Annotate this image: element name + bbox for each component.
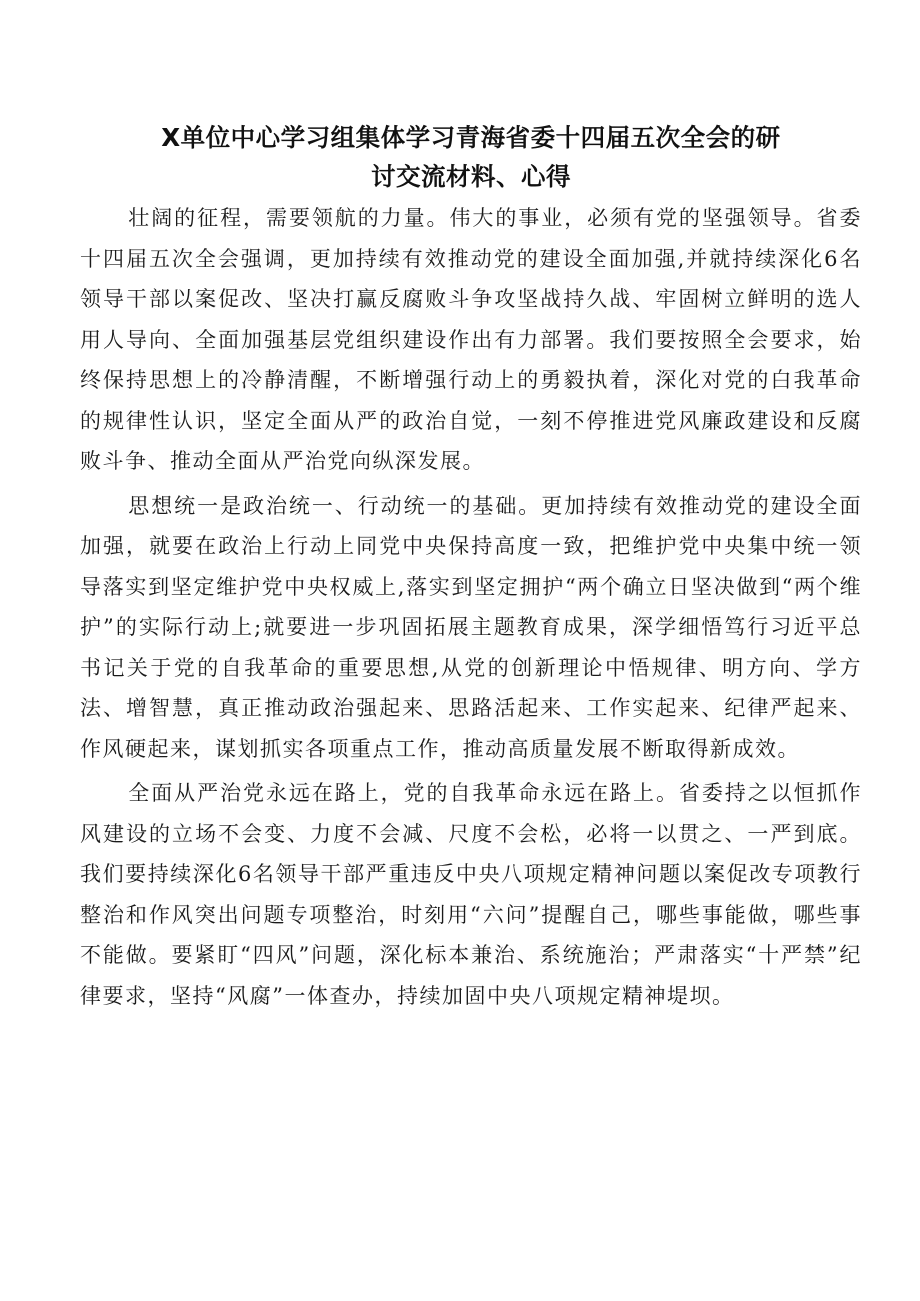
document-body	[80, 198, 862, 1016]
document-title	[80, 118, 862, 196]
title-line-2: 讨交流材料、心得	[371, 162, 571, 191]
paragraph-3: 全面从严治党永远在路上，党的自我革命永远在路上。省委持之以恒抓作风建设的立场不会变、力度不会减、尺度不会松，必将一以贯之、一严到底。我们要持续深化6名领导干部严重违反中央八项规定精神问题以案促改专项教行整治和作风突出问题专项整治，时刻用“六问”提醒自己，哪些事能做，哪些事不能做。要紧盯“四风”问题，深化标本兼治、系统施治；严肃落实“十严禁”纪律要求，坚持“风腐”一体查办，持续加固中央八项规定精神堤坝。	[80, 781, 862, 1008]
paragraph-1: 壮阔的征程，需要领航的力量。伟大的事业，必须有党的坚强领导。省委十四届五次全会强调，更加持续有效推动党的建设全面加强,并就持续深化6名领导干部以案促改、坚决打赢反腐败斗争攻坚战持久战、牢固树立鲜明的选人用人导向、全面加强基层党组织建设作出有力部署。我们要按照全会要求，始终保持思想上的冷静清醒，不断增强行动上的勇毅执着，深化对党的白我革命的规律性认识，坚定全面从严的政治自觉，一刻不停推进党风廉政建设和反腐败斗争、推动全面从严治党向纵深发展。	[80, 206, 862, 473]
paragraph-2: 思想统一是政治统一、行动统一的基础。更加持续有效推动党的建设全面加强，就要在政治上行动上同党中央保持高度一致，把维护党中央集中统一领导落实到坚定维护党中央权威上,落实到坚定拥护“两个确立日坚决做到“两个维护”的实际行动上;就要进一步巩固拓展主题教育成果，深学细悟笃行习近平总书记关于党的自我革命的重要思想,从党的创新理论中悟规律、明方向、学方法、增智慧，真正推动政治强起来、思路活起来、工作实起来、纪律严起来、作风硬起来，谋划抓实各项重点工作，推动高质量发展不断取得新成效。	[80, 493, 862, 761]
title-line-1: X单位中心学习组集体学习青海省委十四届五次全会的研	[161, 123, 781, 152]
